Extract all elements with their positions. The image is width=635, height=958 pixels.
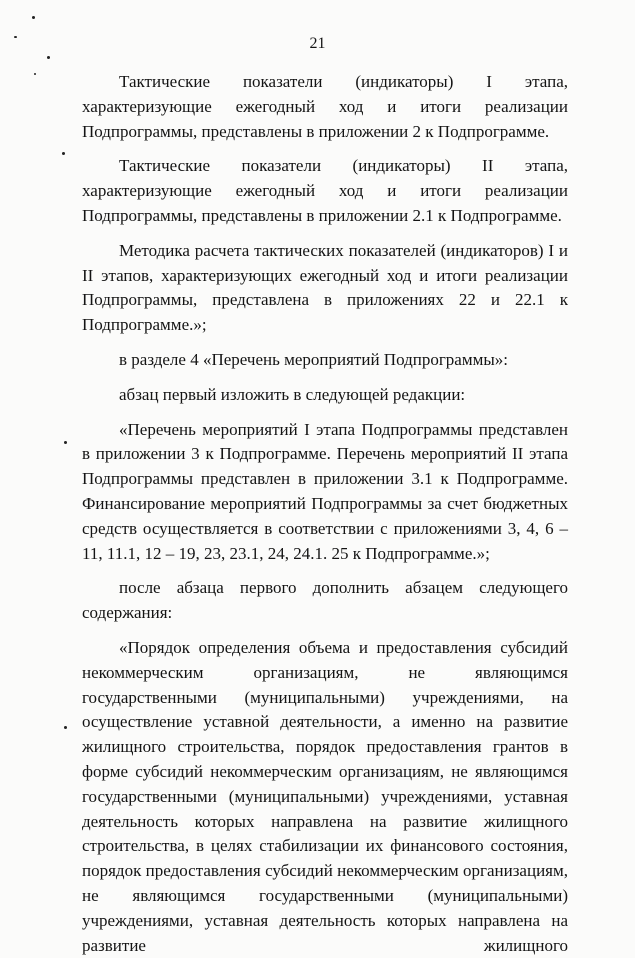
scan-speck: [64, 726, 67, 729]
paragraph-indicators-stage-1: Тактические показатели (индикаторы) I этапа, характеризующие ежегодный ход и итоги реализации Подпрограммы, представлены в приложении 2 к Подпрограмме.: [82, 72, 568, 141]
scan-speck: [64, 441, 67, 444]
document-body: [82, 70, 568, 958]
paragraph-first-paragraph-instruction: абзац первый изложить в следующей редакции:: [119, 384, 466, 404]
scan-speck: [34, 73, 36, 75]
page-number: 21: [309, 35, 326, 52]
paragraph-addition-instruction: после абзаца первого дополнить абзацем следующего содержания:: [82, 578, 568, 623]
paragraph-activities-list: «Перечень мероприятий I этапа Подпрограммы представлен в приложении 3 к Подпрограмме. Перечень мероприятий II этапа Подпрограммы представлен в приложении 3.1 к Подпрограмме. Финансирование мероприятий Подпрограммы за счет бюджетных средств осуществляется в соответствии с приложениями 3, 4, 6 – 11, 11.1, 12 – 19, 23, 23.1, 24, 24.1. 25 к Подпрограмме.»;: [82, 419, 568, 563]
paragraph-section-4: в разделе 4 «Перечень мероприятий Подпрограммы»:: [119, 349, 508, 369]
paragraph-subsidies-procedure: «Порядок определения объема и предоставления субсидий некоммерческим организациям, не являющимся государственными (муниципальными) учреждениями, на осуществление уставной деятельности, а именно на развитие жилищного строительства, порядок предоставления грантов в форме субсидий некоммерческим организациям, не являющимся государственными (муниципальными) учреждениями, уставная деятельность которых направлена на развитие жилищного строительства, в целях стабилизации их финансового состояния, порядок предоставления субсидий некоммерческим организациям, не являющимся государственными (муниципальными) учреждениями, уставная деятельность которых направлена на развитие жилищного: [82, 637, 568, 955]
scan-speck: [14, 36, 17, 38]
scan-speck: [62, 152, 65, 155]
scan-speck: [32, 16, 35, 19]
paragraph-indicators-stage-2: Тактические показатели (индикаторы) II этапа, характеризующие ежегодный ход и итоги реализации Подпрограммы, представлены в приложении 2.1 к Подпрограмме.: [82, 156, 568, 225]
paragraph-methodology: Методика расчета тактических показателей (индикаторов) I и II этапов, характеризующих ежегодный ход и итоги реализации Подпрограммы, представлена в приложениях 22 и 22.1 к Подпрограмме.»;: [82, 240, 568, 335]
scan-speck: [47, 56, 50, 59]
